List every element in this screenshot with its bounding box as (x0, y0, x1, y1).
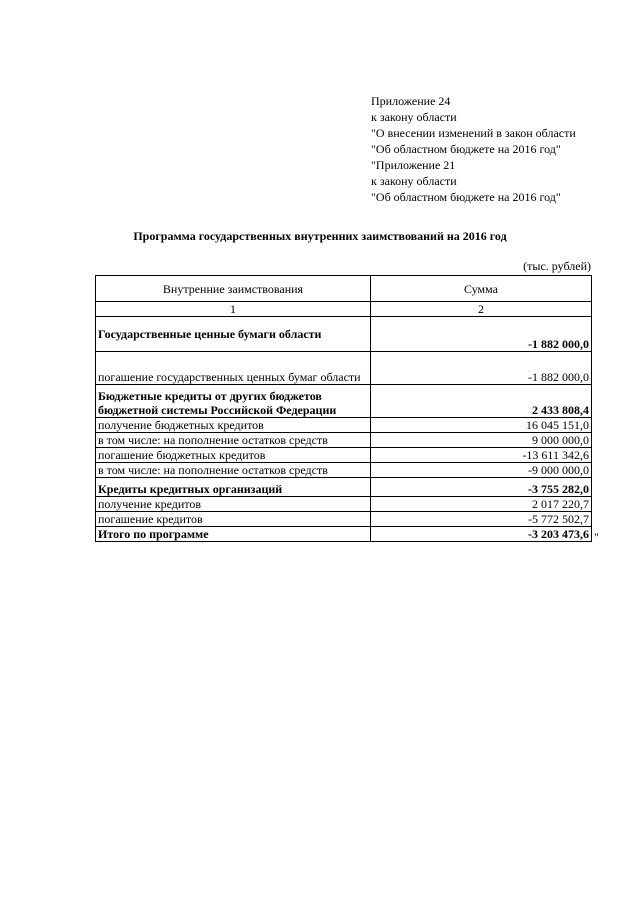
table-row (96, 478, 592, 497)
table-row (96, 497, 592, 512)
row-value: -13 611 342,6 (371, 448, 592, 463)
appendix-line-1: Приложение 24 (371, 94, 451, 108)
table-header-row (96, 276, 592, 302)
row-value: 2 433 808,4 (371, 385, 592, 418)
borrowing-program-table (95, 275, 592, 542)
appendix-line-4: "Об областном бюджете на 2016 год" (371, 142, 561, 156)
appendix-line-7: "Об областном бюджете на 2016 год" (371, 190, 561, 204)
column-header-amount: Сумма (371, 276, 592, 302)
column-number-2: 2 (371, 302, 592, 317)
appendix-line-2: к закону области (371, 110, 457, 124)
row-label: Бюджетные кредиты от других бюджетов бюджетной системы Российской Федерации (96, 385, 371, 418)
table-row (96, 433, 592, 448)
row-value: -3 203 473,6 (371, 527, 592, 542)
table-row (96, 418, 592, 433)
table-row (96, 527, 592, 542)
row-label: в том числе: на пополнение остатков средств (96, 433, 371, 448)
row-label: Кредиты кредитных организаций (96, 478, 371, 497)
row-label: погашение бюджетных кредитов (96, 448, 371, 463)
row-value: 16 045 151,0 (371, 418, 592, 433)
column-number-row (96, 302, 592, 317)
row-label: в том числе: на пополнение остатков средств (96, 463, 371, 478)
closing-quote: " (594, 530, 599, 544)
row-label: Итого по программе (96, 527, 371, 542)
appendix-line-3: "О внесении изменений в закон области (371, 126, 576, 140)
appendix-line-6: к закону области (371, 174, 457, 188)
table-row (96, 448, 592, 463)
table-row (96, 352, 592, 385)
row-value: -9 000 000,0 (371, 463, 592, 478)
row-value: -1 882 000,0 (371, 352, 592, 385)
appendix-header (371, 93, 576, 205)
table-row (96, 385, 592, 418)
row-label: получение кредитов (96, 497, 371, 512)
row-label: Государственные ценные бумаги области (96, 317, 371, 352)
row-label: погашение государственных ценных бумаг области (96, 352, 371, 385)
table-body (96, 317, 592, 542)
row-value: 9 000 000,0 (371, 433, 592, 448)
row-label: погашение кредитов (96, 512, 371, 527)
column-number-1: 1 (96, 302, 371, 317)
row-value: -3 755 282,0 (371, 478, 592, 497)
table-row (96, 512, 592, 527)
document-title: Программа государственных внутренних заимствований на 2016 год (133, 229, 507, 243)
table-row (96, 463, 592, 478)
column-header-borrowings: Внутренние заимствования (96, 276, 371, 302)
table-row (96, 317, 592, 352)
row-value: -1 882 000,0 (371, 317, 592, 352)
units-label: (тыс. рублей) (523, 259, 591, 273)
appendix-line-5: "Приложение 21 (371, 158, 456, 172)
row-value: -5 772 502,7 (371, 512, 592, 527)
row-label: получение бюджетных кредитов (96, 418, 371, 433)
row-value: 2 017 220,7 (371, 497, 592, 512)
